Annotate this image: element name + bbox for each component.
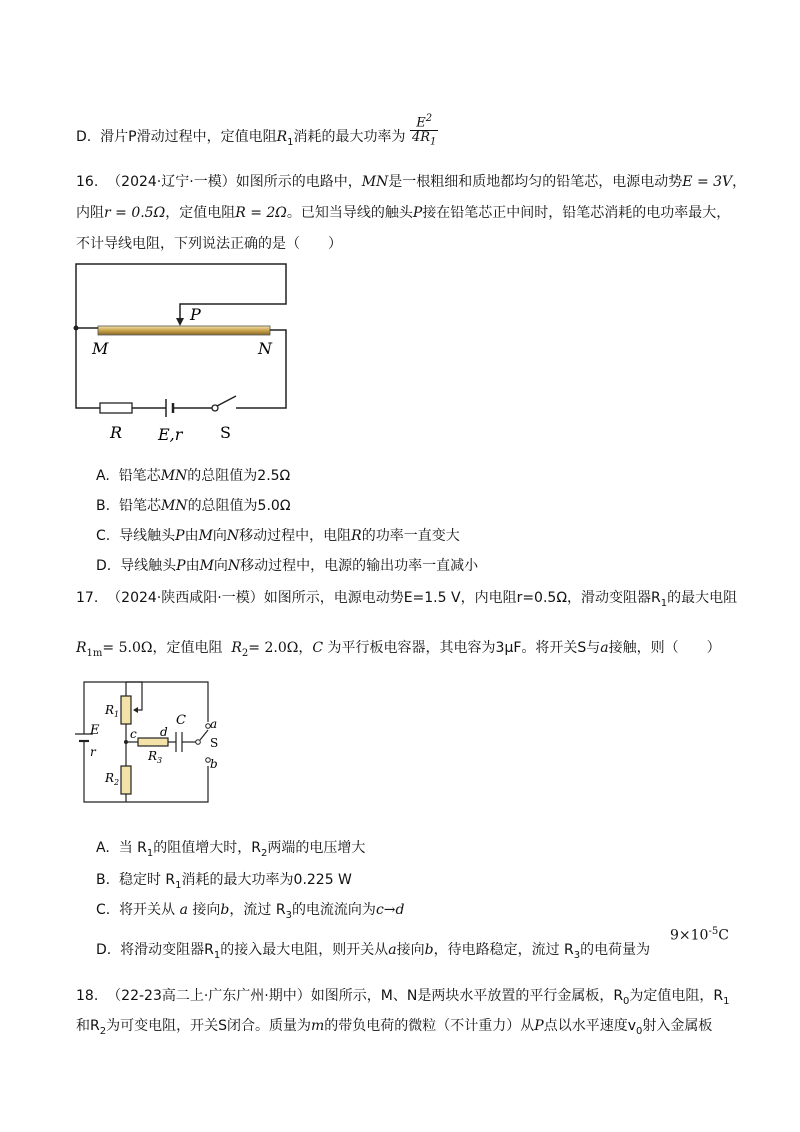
subscript: 1: [213, 949, 221, 961]
option-text: 的接入最大电阻，则开关从: [220, 942, 389, 958]
question-text: 为平行板电容器，其电容为3μF。将开关S与: [327, 640, 601, 656]
var-p: P: [534, 1018, 544, 1034]
option-label: C.: [96, 902, 111, 918]
question-text: ，定值电阻: [165, 205, 236, 221]
subscript: 0: [636, 1025, 643, 1037]
option-text: 移动过程中，电阻: [239, 528, 352, 544]
subscript: 3: [573, 949, 581, 961]
option-text: 接向: [187, 902, 221, 918]
label-r1: $R_1$: [105, 703, 120, 719]
resistor-symbol: R: [276, 128, 288, 145]
q16-line-1: [76, 172, 747, 192]
option-text: ，流过 R: [229, 902, 286, 918]
option-text: 消耗的最大功率为0.225 W: [181, 872, 352, 888]
option-text: 导线触头: [120, 558, 177, 574]
subscript: 1: [430, 136, 437, 148]
question-text: 为可变电阻，开关S闭合。质量为: [106, 1018, 311, 1034]
option-text: 滑片P滑动过程中，定值电阻: [100, 128, 277, 145]
option-text: 将开关从: [119, 902, 180, 918]
var-p: P: [176, 558, 186, 574]
switch-s: [217, 396, 236, 406]
label-c-node: c: [130, 727, 137, 741]
option-label: D.: [96, 942, 112, 958]
question-text: 射入金属板: [642, 1018, 713, 1034]
q16-option-a: [96, 466, 290, 486]
label-n: N: [258, 339, 272, 358]
var-mn: MN: [160, 498, 188, 514]
question-text: 接在铅笔芯正中间时，铅笔芯消耗的电功率最大，: [422, 205, 731, 221]
resistor-r: [100, 403, 132, 413]
option-text: 铅笔芯: [118, 498, 161, 514]
option-text: 稳定时 R: [118, 872, 176, 888]
subscript: 2: [260, 847, 268, 859]
label-b: b: [210, 757, 218, 771]
var-n: N: [226, 528, 240, 544]
punct: ，: [732, 174, 747, 190]
subscript: 2: [241, 647, 249, 659]
question-text: 如图所示，M、N是两块水平放置的平行金属板，R: [310, 988, 624, 1004]
charge-exponent: -5: [708, 926, 719, 937]
var-b: b: [220, 902, 230, 918]
option-text: 两端的电压增大: [267, 840, 366, 856]
emf-equation: E = 3V: [682, 174, 733, 190]
label-r2: $R_2$: [105, 771, 120, 787]
var-m: M: [199, 558, 214, 574]
q18-line-2: [76, 1016, 740, 1042]
option-text: 由: [185, 558, 200, 574]
q17-line-2: [76, 638, 740, 664]
question-number: 18.: [76, 988, 99, 1004]
label-a: a: [210, 717, 218, 731]
q18-line-1: [76, 986, 740, 1012]
internal-resistance-eq: r = 0.5Ω: [104, 205, 166, 221]
question-source: （22-23高二上·广东广州·期中）: [107, 988, 311, 1004]
q16-option-d: [96, 556, 478, 576]
max-power-fraction: [410, 112, 438, 150]
option-label: B.: [96, 498, 111, 514]
option-text: 的总阻值为2.5Ω: [187, 468, 291, 484]
option-text: ，待电路稳定，流过 R: [433, 942, 574, 958]
option-label: A.: [96, 840, 110, 856]
resistor-eq: R = 2Ω: [235, 205, 287, 221]
var-m: M: [198, 528, 213, 544]
label-e: E: [90, 723, 100, 738]
label-er: E,r: [158, 425, 183, 444]
option-label: A.: [96, 468, 110, 484]
q17-option-b: [96, 870, 352, 896]
option-label: D.: [76, 128, 92, 145]
var-mn: MN: [160, 468, 188, 484]
r1m-symbol: R: [76, 640, 87, 656]
option-label: C.: [96, 528, 111, 544]
option-text: 铅笔芯: [118, 468, 161, 484]
q17-option-a: [96, 838, 365, 864]
subscript: 0: [623, 995, 630, 1007]
question-text: 和R: [76, 1018, 100, 1034]
r1m-value: = 5.0Ω: [102, 640, 153, 656]
label-p: P: [190, 305, 201, 324]
var-b: b: [424, 942, 434, 958]
question-text: 如图所示的电路中，: [235, 174, 362, 190]
option-label: D.: [96, 558, 112, 574]
subscript: 1: [660, 597, 668, 609]
r2-value: = 2.0Ω: [248, 640, 299, 656]
option-text: 将滑动变阻器R: [120, 942, 214, 958]
pencil-lead: [98, 326, 270, 335]
option-text: 的电流流向为: [291, 902, 376, 918]
r2-symbol: R: [231, 640, 242, 656]
var-r: R: [351, 528, 362, 544]
superscript: 2: [425, 113, 433, 124]
var-c: C: [312, 640, 324, 656]
fraction-denominator: 4R: [411, 130, 431, 146]
question-text: 点以水平速度v: [543, 1018, 636, 1034]
q16-option-c: [96, 526, 460, 546]
option-text: 向: [212, 528, 227, 544]
label-s: S: [220, 423, 231, 442]
var-n: N: [227, 558, 241, 574]
label-switch: S: [210, 736, 219, 750]
subscript: 1: [146, 847, 154, 859]
var-a: a: [600, 640, 609, 656]
option-text: 的功率一直变大: [361, 528, 460, 544]
option-text: 的阻值增大时，R: [153, 840, 261, 856]
question-text: 内阻: [76, 205, 104, 221]
question-source: （2024·辽宁·一模）: [107, 174, 236, 190]
option-label: B.: [96, 872, 111, 888]
label-r: R: [110, 423, 123, 442]
subscript: 2: [99, 1025, 107, 1037]
subscript: 1: [723, 995, 730, 1007]
fraction-numerator: E: [416, 115, 426, 131]
subscript: 1m: [86, 647, 103, 659]
charge-unit: C: [718, 927, 729, 944]
option-text-tail: 消耗的最大功率为: [293, 128, 406, 145]
label-m: M: [92, 339, 109, 358]
question-text: 。已知当导线的触头: [286, 205, 413, 221]
question-number: 17.: [76, 590, 99, 606]
option-text: 由: [184, 528, 199, 544]
current-direction: c→d: [375, 902, 405, 918]
label-r3: $R_3$: [148, 749, 163, 765]
var-a: a: [179, 902, 188, 918]
label-capacitor: C: [176, 713, 186, 728]
subscript: 1: [287, 136, 294, 148]
question-number: 16.: [76, 174, 99, 190]
question-text: 为定值电阻，R: [629, 988, 724, 1004]
var-p: P: [412, 205, 423, 221]
option-text: 向: [213, 558, 228, 574]
option-text: 移动过程中，电源的输出功率一直减小: [240, 558, 479, 574]
question-source: （2024·陕西咸阳·一模）: [107, 590, 264, 606]
q15-option-d: [76, 113, 740, 156]
charge-value: [670, 926, 729, 944]
var-m: m: [311, 1018, 325, 1034]
var-a: a: [388, 942, 397, 958]
var-p: P: [175, 528, 185, 544]
q17-option-d: [96, 940, 650, 966]
subscript: 3: [285, 909, 292, 921]
q16-line-2: [76, 203, 740, 223]
question-text: 如图所示，电源电动势E=1.5 V，内电阻r=0.5Ω，滑动变阻器R: [263, 590, 661, 606]
option-text: 接向: [396, 942, 425, 958]
option-text: 导线触头: [119, 528, 176, 544]
q16-circuit-diagram: [70, 258, 300, 470]
q16-line-3: [76, 234, 740, 254]
option-text: 的总阻值为5.0Ω: [187, 498, 291, 514]
question-text: 的带负电荷的微粒（不计重力）从: [324, 1018, 535, 1034]
label-d-node: d: [160, 725, 168, 739]
option-text: 当 R: [118, 840, 147, 856]
question-text: ，定值电阻: [152, 640, 223, 656]
question-text: 的最大电阻: [667, 590, 738, 606]
punct: ，: [298, 640, 313, 656]
charge-mantissa: 9×10: [670, 927, 709, 944]
subscript: 1: [175, 879, 182, 891]
q16-option-b: [96, 496, 291, 516]
q17-circuit-diagram: [72, 676, 222, 808]
question-text: 不计导线电阻，下列说法正确的是（ ）: [76, 236, 342, 252]
q17-option-c: [96, 900, 404, 926]
var-mn: MN: [361, 174, 389, 190]
question-text: 接触，则（ ）: [608, 640, 721, 656]
label-r: r: [90, 745, 96, 759]
q17-line-1: [76, 588, 740, 614]
option-text: 的电荷量为: [580, 942, 651, 958]
question-text: 是一根粗细和质地都均匀的铅笔芯，电源电动势: [388, 174, 683, 190]
